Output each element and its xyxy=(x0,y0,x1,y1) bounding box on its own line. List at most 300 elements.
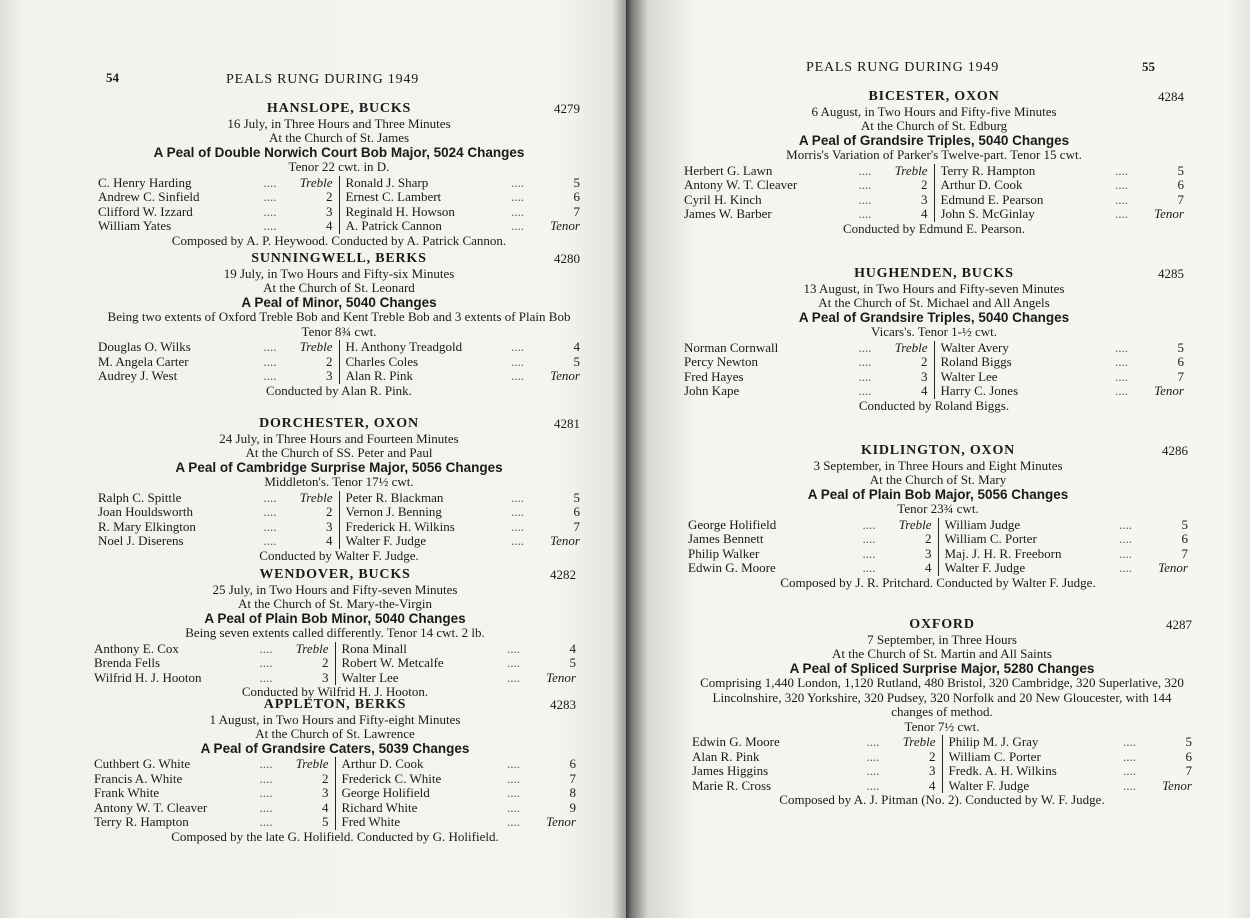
ringer-row xyxy=(684,370,928,385)
ringers-table xyxy=(94,642,576,686)
peal-church: At the Church of St. Martin and All Saints xyxy=(832,646,1052,661)
ringer-name: Walter Lee xyxy=(341,670,399,685)
ringer-row xyxy=(342,772,577,787)
ringer-name: William C. Porter xyxy=(948,749,1041,764)
leader-dots: .... xyxy=(259,814,273,829)
bell-number: Treble xyxy=(295,756,329,771)
ringer-row xyxy=(346,219,581,234)
bell-number: 3 xyxy=(322,785,329,800)
ringer-name: C. Henry Harding xyxy=(98,175,192,190)
bell-number: 2 xyxy=(322,770,329,786)
peal-date: 6 August, in Two Hours and Fifty-five Minutes xyxy=(811,103,1057,119)
bell-number: 3 xyxy=(326,518,333,534)
peal-place: APPLETON, BERKS xyxy=(263,697,407,712)
leader-dots: .... xyxy=(866,748,880,764)
peal-place: WENDOVER, BUCKS xyxy=(259,567,411,582)
leader-dots: .... xyxy=(866,777,880,793)
ringer-name: Cuthbert G. White xyxy=(94,757,191,771)
ringers-table xyxy=(98,176,580,234)
leader-dots: .... xyxy=(1115,191,1128,207)
leader-dots: .... xyxy=(858,177,872,192)
leader-dots: .... xyxy=(259,785,273,800)
peal-method: A Peal of Grandsire Triples, 5040 Changes xyxy=(798,132,1070,148)
ringer-name: Audrey J. West xyxy=(98,369,178,383)
leader-dots: .... xyxy=(263,533,277,548)
peal-number: 4286 xyxy=(1162,443,1188,458)
leader-dots: .... xyxy=(263,203,277,219)
leader-dots: .... xyxy=(263,518,277,534)
ringer-row xyxy=(98,176,333,191)
ringer-name: Ralph C. Spittle xyxy=(98,490,182,505)
ringer-name: Robert W. Metcalfe xyxy=(341,656,444,670)
bell-number: 5 xyxy=(1177,339,1184,355)
peal-footer: Composed by J. R. Pritchard. Conducted by Walter F. Judge. xyxy=(780,574,1096,590)
ringer-name: Peter R. Blackman xyxy=(345,490,444,505)
ringer-name: Edwin G. Moore xyxy=(692,735,780,749)
peal-footer: Composed by A. P. Heywood. Conducted by A. Patrick Cannon. xyxy=(171,232,507,248)
bell-number: Treble xyxy=(299,489,333,505)
peal-entry xyxy=(98,102,580,248)
ringer-row xyxy=(945,561,1189,576)
leader-dots: .... xyxy=(507,669,520,685)
ringer-name: George Holifield xyxy=(688,517,777,532)
leader-dots: .... xyxy=(511,533,524,548)
ringer-name: Alan R. Pink xyxy=(345,369,414,383)
bell-number: 5 xyxy=(1181,516,1188,532)
bell-number: 6 xyxy=(1185,748,1192,764)
ringer-row xyxy=(98,219,333,234)
ringer-row xyxy=(688,518,932,533)
ringer-name: Maj. J. H. R. Freeborn xyxy=(944,546,1062,561)
peal-note: Vicars's. Tenor 1-½ cwt. xyxy=(870,324,998,339)
bell-number: Tenor xyxy=(1154,206,1184,221)
ringer-row xyxy=(94,786,329,801)
ringer-name: John S. McGinlay xyxy=(940,207,1035,221)
bell-number: 8 xyxy=(569,785,576,800)
right-page xyxy=(626,0,1250,918)
bell-number: 4 xyxy=(326,218,333,233)
leader-dots: .... xyxy=(858,206,872,221)
bell-number: 2 xyxy=(925,531,932,546)
bell-number: 7 xyxy=(573,203,580,219)
bell-number: 7 xyxy=(573,518,580,534)
peal-date: 24 July, in Three Hours and Fourteen Minutes xyxy=(219,430,459,446)
peal-place: SUNNINGWELL, BERKS xyxy=(251,251,427,266)
ringers-left-column xyxy=(688,518,939,576)
ringers-table xyxy=(98,491,580,549)
ringer-row xyxy=(941,193,1185,208)
ringer-name: Arthur D. Cook xyxy=(940,178,1023,192)
bell-number: 2 xyxy=(326,189,333,204)
bell-number: 4 xyxy=(921,206,928,221)
ringer-row xyxy=(346,491,581,506)
ringers-table xyxy=(94,757,576,830)
ringers-right-column xyxy=(336,642,577,686)
ringer-row xyxy=(688,561,932,576)
ringers-table xyxy=(688,518,1188,576)
ringer-name: Arthur D. Cook xyxy=(341,757,424,771)
ringer-row xyxy=(346,190,581,205)
leader-dots: .... xyxy=(511,489,524,505)
bell-number: 3 xyxy=(322,669,329,685)
bell-number: 6 xyxy=(1177,177,1184,192)
ringers-left-column xyxy=(692,735,943,793)
peal-church: At the Church of St. Mary xyxy=(869,472,1007,487)
bell-number: 2 xyxy=(326,353,333,369)
bell-number: 7 xyxy=(1177,191,1184,207)
leader-dots: .... xyxy=(1115,339,1128,355)
peal-place: KIDLINGTON, OXON xyxy=(860,443,1016,458)
ringer-name: James W. Barber xyxy=(684,207,772,221)
ringer-name: M. Angela Carter xyxy=(98,354,189,369)
ringers-right-column xyxy=(935,341,1185,399)
ringers-right-column xyxy=(939,518,1189,576)
leader-dots: .... xyxy=(858,162,872,178)
ringer-row xyxy=(684,178,928,193)
leader-dots: .... xyxy=(1115,354,1128,369)
ringer-row xyxy=(945,532,1189,547)
peal-entry xyxy=(94,568,576,700)
peal-method: A Peal of Plain Bob Minor, 5040 Changes xyxy=(204,610,466,626)
leader-dots: .... xyxy=(866,734,880,749)
ringer-row xyxy=(342,671,577,686)
bell-number: 4 xyxy=(929,777,936,793)
peal-entry xyxy=(684,90,1184,236)
bell-number: 6 xyxy=(569,756,576,771)
peal-entry xyxy=(692,618,1192,808)
ringers-table xyxy=(98,340,580,384)
ringer-row xyxy=(98,190,333,205)
leader-dots: .... xyxy=(259,669,273,685)
peal-footer: Conducted by Edmund E. Pearson. xyxy=(843,220,1025,236)
bell-number: Tenor xyxy=(550,368,580,383)
bell-number: 4 xyxy=(921,383,928,398)
bell-number: Treble xyxy=(299,339,333,354)
ringer-row xyxy=(684,207,928,222)
ringers-right-column xyxy=(943,735,1193,793)
ringers-right-column xyxy=(340,340,581,384)
ringer-name: H. Anthony Treadgold xyxy=(345,340,463,354)
ringer-name: Fredk. A. H. Wilkins xyxy=(948,764,1057,778)
peal-entry xyxy=(94,698,576,844)
leader-dots: .... xyxy=(862,560,876,575)
bell-number: 5 xyxy=(573,353,580,369)
leader-dots: .... xyxy=(511,174,524,190)
ringer-name: George Holifield xyxy=(341,786,430,800)
bell-number: 2 xyxy=(326,504,333,519)
ringer-name: Walter Avery xyxy=(940,340,1009,355)
ringer-row xyxy=(684,164,928,179)
bell-number: 2 xyxy=(921,354,928,369)
ringer-name: John Kape xyxy=(684,384,740,398)
peal-note: Tenor 23¾ cwt. xyxy=(897,501,979,516)
peal-number: 4279 xyxy=(554,101,580,116)
ringer-row xyxy=(346,355,581,370)
ringer-name: Noel J. Diserens xyxy=(98,534,184,548)
bell-number: 4 xyxy=(322,799,329,815)
ringers-table xyxy=(692,735,1192,793)
leader-dots: .... xyxy=(858,383,872,398)
ringer-name: Fred White xyxy=(341,815,401,829)
bell-number: 3 xyxy=(921,368,928,384)
peal-footer: Conducted by Alan R. Pink. xyxy=(266,382,412,398)
peal-note: Being seven extents called differently. Tenor 14 cwt. 2 lb. xyxy=(185,625,485,640)
ringer-row xyxy=(342,815,577,830)
leader-dots: .... xyxy=(507,655,520,670)
ringer-name: Norman Cornwall xyxy=(684,340,779,355)
ringer-name: Roland Biggs xyxy=(940,355,1012,369)
ringer-name: Vernon J. Benning xyxy=(345,505,442,519)
ringer-row xyxy=(941,355,1185,370)
ringer-row xyxy=(692,764,936,779)
ringer-name: Edmund E. Pearson xyxy=(940,192,1044,207)
peal-number: 4285 xyxy=(1158,266,1184,281)
peal-number: 4281 xyxy=(554,416,580,431)
ringers-left-column xyxy=(98,176,340,234)
leader-dots: .... xyxy=(1119,560,1132,575)
ringer-row xyxy=(941,178,1185,193)
bell-number: 7 xyxy=(1177,368,1184,384)
running-head: PEALS RUNG DURING 1949 xyxy=(226,72,419,87)
ringer-row xyxy=(94,772,329,787)
peal-entry xyxy=(98,252,580,398)
peal-number: 4280 xyxy=(554,251,580,266)
leader-dots: .... xyxy=(507,640,520,656)
ringer-name: Cyril H. Kinch xyxy=(684,192,762,207)
bell-number: Treble xyxy=(898,516,932,532)
bell-number: 9 xyxy=(569,799,576,815)
ringer-name: Terry R. Hampton xyxy=(94,815,189,829)
ringer-name: Anthony E. Cox xyxy=(94,641,179,656)
peal-place: HUGHENDEN, BUCKS xyxy=(854,266,1014,281)
peal-place: HANSLOPE, BUCKS xyxy=(266,101,412,116)
ringer-name: Philip Walker xyxy=(688,546,760,561)
leader-dots: .... xyxy=(862,531,876,546)
peal-number: 4287 xyxy=(1166,617,1192,632)
leader-dots: .... xyxy=(858,354,872,369)
leader-dots: .... xyxy=(858,339,872,355)
ringer-row xyxy=(98,340,333,355)
ringer-name: Frederick C. White xyxy=(341,771,442,786)
ringer-row xyxy=(342,757,577,772)
leader-dots: .... xyxy=(511,218,524,233)
ringer-name: Charles Coles xyxy=(345,354,419,369)
ringer-row xyxy=(941,370,1185,385)
bell-number: Treble xyxy=(299,174,333,190)
peal-method: A Peal of Grandsire Triples, 5040 Changes xyxy=(798,309,1070,325)
bell-number: Tenor xyxy=(1162,777,1192,793)
leader-dots: .... xyxy=(862,516,876,532)
ringer-name: James Bennett xyxy=(688,532,764,546)
peal-date: 1 August, in Two Hours and Fifty-eight Minutes xyxy=(209,711,461,727)
leader-dots: .... xyxy=(1115,162,1128,178)
bell-number: 4 xyxy=(326,533,333,548)
leader-dots: .... xyxy=(1123,748,1136,764)
ringer-row xyxy=(949,764,1193,779)
ringer-row xyxy=(941,207,1185,222)
leader-dots: .... xyxy=(1123,763,1136,778)
bell-number: 5 xyxy=(573,174,580,190)
ringer-row xyxy=(945,518,1189,533)
leader-dots: .... xyxy=(263,218,277,233)
peal-church: At the Church of St. Lawrence xyxy=(255,726,415,741)
peal-number: 4284 xyxy=(1158,89,1184,104)
leader-dots: .... xyxy=(507,756,520,771)
bell-number: 2 xyxy=(929,748,936,764)
bell-number: Treble xyxy=(902,734,936,749)
ringer-row xyxy=(94,656,329,671)
peal-method: A Peal of Grandsire Caters, 5039 Changes xyxy=(200,740,470,756)
ringer-row xyxy=(94,815,329,830)
leader-dots: .... xyxy=(511,339,524,354)
ringer-name: Marie R. Cross xyxy=(692,778,772,793)
leader-dots: .... xyxy=(259,655,273,670)
bell-number: Tenor xyxy=(546,669,576,685)
ringer-row xyxy=(342,786,577,801)
ringer-name: R. Mary Elkington xyxy=(98,519,196,534)
bell-number: 4 xyxy=(569,640,576,656)
ringer-row xyxy=(346,520,581,535)
ringer-name: Wilfrid H. J. Hooton xyxy=(94,670,202,685)
leader-dots: .... xyxy=(1115,368,1128,384)
ringer-name: Walter F. Judge xyxy=(948,778,1030,793)
ringer-name: Antony W. T. Cleaver xyxy=(94,800,208,815)
bell-number: 3 xyxy=(929,763,936,778)
leader-dots: .... xyxy=(511,203,524,219)
leader-dots: .... xyxy=(858,191,872,207)
peal-church: At the Church of St. Edburg xyxy=(860,118,1008,133)
ringer-row xyxy=(949,779,1193,794)
leader-dots: .... xyxy=(511,189,524,204)
peal-method: A Peal of Plain Bob Major, 5056 Changes xyxy=(807,486,1069,502)
peal-note: Tenor 8¾ cwt. xyxy=(301,323,377,339)
peal-method: A Peal of Double Norwich Court Bob Major, 5024 Changes xyxy=(153,144,525,160)
ringer-name: Walter Lee xyxy=(940,369,998,384)
ringer-name: Douglas O. Wilks xyxy=(98,340,191,354)
ringer-row xyxy=(346,534,581,549)
ringer-row xyxy=(342,801,577,816)
leader-dots: .... xyxy=(263,189,277,204)
ringer-name: Ernest C. Lambert xyxy=(345,190,442,204)
bell-number: 6 xyxy=(1181,531,1188,546)
peal-place: DORCHESTER, OXON xyxy=(259,416,419,431)
bell-number: 2 xyxy=(322,655,329,670)
peal-date: 25 July, in Two Hours and Fifty-seven Minutes xyxy=(212,581,458,597)
bell-number: 5 xyxy=(1177,162,1184,178)
leader-dots: .... xyxy=(263,368,277,383)
bell-number: Treble xyxy=(894,339,928,355)
ringer-row xyxy=(94,671,329,686)
leader-dots: .... xyxy=(862,545,876,561)
ringers-left-column xyxy=(684,341,935,399)
ringer-name: A. Patrick Cannon xyxy=(345,219,442,233)
ringer-name: Clifford W. Izzard xyxy=(98,204,193,219)
leader-dots: .... xyxy=(511,518,524,534)
leader-dots: .... xyxy=(511,353,524,369)
leader-dots: .... xyxy=(1123,734,1136,749)
bell-number: 7 xyxy=(569,770,576,786)
leader-dots: .... xyxy=(511,504,524,519)
bell-number: 3 xyxy=(326,203,333,219)
peal-method: A Peal of Spliced Surprise Major, 5280 Changes xyxy=(789,660,1095,676)
ringers-right-column xyxy=(340,176,581,234)
ringer-name: Herbert G. Lawn xyxy=(684,163,773,178)
peal-entry xyxy=(684,267,1184,413)
ringers-right-column xyxy=(340,491,581,549)
peal-note: Middleton's. Tenor 17½ cwt. xyxy=(264,474,414,489)
ringers-left-column xyxy=(684,164,935,222)
bell-number: 3 xyxy=(925,545,932,561)
peal-date: 16 July, in Three Hours and Three Minutes xyxy=(227,115,451,131)
ringer-row xyxy=(941,341,1185,356)
peal-date: 13 August, in Two Hours and Fifty-seven Minutes xyxy=(803,280,1065,296)
ringer-row xyxy=(346,205,581,220)
peal-church: At the Church of SS. Peter and Paul xyxy=(245,445,433,460)
ringers-right-column xyxy=(935,164,1185,222)
ringer-row xyxy=(692,735,936,750)
ringer-row xyxy=(684,341,928,356)
ringer-row xyxy=(692,779,936,794)
peal-church: At the Church of St. Michael and All Angels xyxy=(818,295,1050,310)
ringer-name: Richard White xyxy=(341,800,418,815)
ringer-row xyxy=(342,656,577,671)
bell-number: 4 xyxy=(925,560,932,575)
peal-note: Morris's Variation of Parker's Twelve-part. Tenor 15 cwt. xyxy=(786,147,1082,162)
bell-number: 5 xyxy=(1185,734,1192,749)
peal-date: 7 September, in Three Hours xyxy=(867,631,1017,647)
peal-place: BICESTER, OXON xyxy=(868,89,1000,104)
bell-number: 2 xyxy=(921,177,928,192)
peal-note: Tenor 22 cwt. in D. xyxy=(288,159,390,174)
ringers-table xyxy=(684,341,1184,399)
bell-number: Tenor xyxy=(546,814,576,829)
leader-dots: .... xyxy=(507,799,520,815)
ringer-row xyxy=(945,547,1189,562)
ringer-name: Walter F. Judge xyxy=(345,534,427,548)
peal-place: OXFORD xyxy=(909,617,975,632)
bell-number: Tenor xyxy=(550,533,580,548)
ringer-row xyxy=(684,193,928,208)
ringer-name: Edwin G. Moore xyxy=(688,561,776,575)
leader-dots: .... xyxy=(858,368,872,384)
leader-dots: .... xyxy=(263,489,277,505)
ringer-name: Fred Hayes xyxy=(684,369,744,384)
bell-number: 6 xyxy=(1177,354,1184,369)
ringers-left-column xyxy=(94,757,336,830)
ringer-name: Antony W. T. Cleaver xyxy=(684,178,798,192)
ringer-name: Rona Minall xyxy=(341,641,407,656)
peal-entry xyxy=(98,417,580,563)
leader-dots: .... xyxy=(263,353,277,369)
ringers-right-column xyxy=(336,757,577,830)
leader-dots: .... xyxy=(507,814,520,829)
ringers-table xyxy=(684,164,1184,222)
ringer-row xyxy=(684,355,928,370)
ringer-row xyxy=(346,340,581,355)
ringers-left-column xyxy=(94,642,336,686)
leader-dots: .... xyxy=(263,339,277,354)
peal-note: Being two extents of Oxford Treble Bob and Kent Treble Bob and 3 extents of Plain Bob xyxy=(107,309,571,324)
peal-date: 3 September, in Three Hours and Eight Minutes xyxy=(813,457,1063,473)
ringer-name: Brenda Fells xyxy=(94,656,161,670)
peal-method: A Peal of Minor, 5040 Changes xyxy=(241,294,437,310)
leader-dots: .... xyxy=(1115,206,1128,221)
bell-number: Treble xyxy=(894,162,928,178)
leader-dots: .... xyxy=(1115,383,1128,398)
ringer-name: Walter F. Judge xyxy=(944,561,1026,575)
bell-number: 6 xyxy=(573,504,580,519)
leader-dots: .... xyxy=(507,770,520,786)
